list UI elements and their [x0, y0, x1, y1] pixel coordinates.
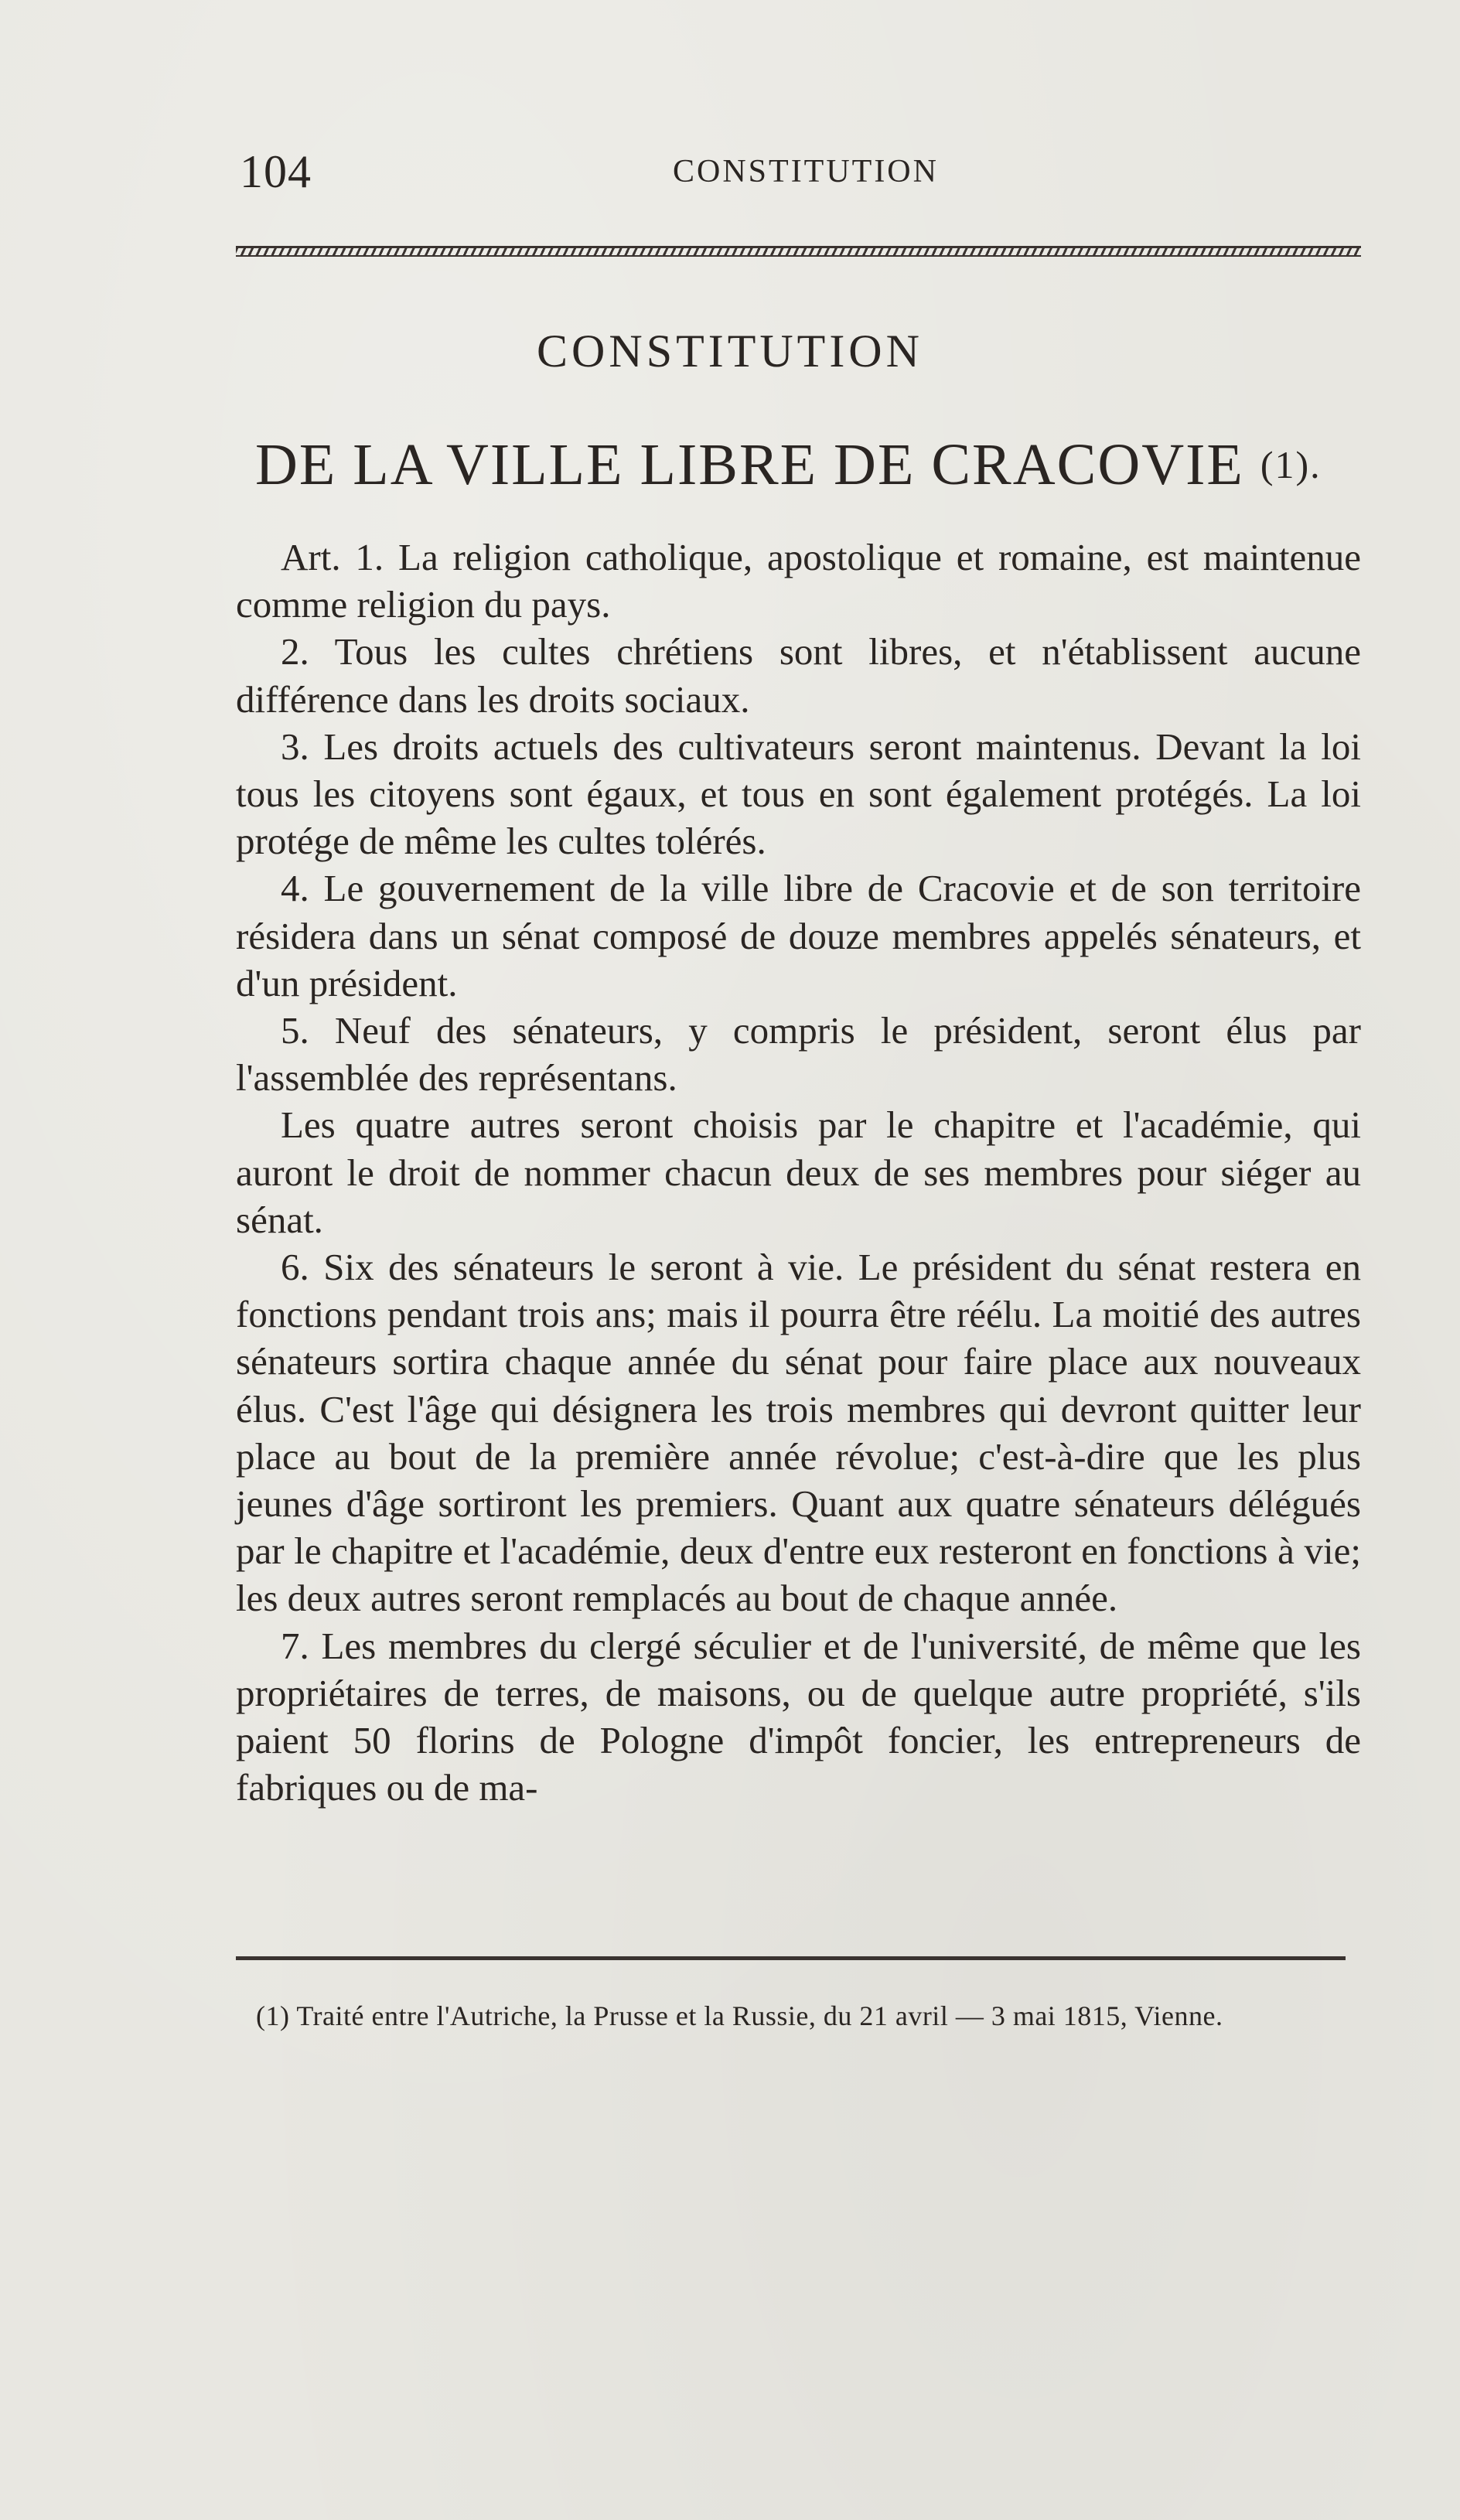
- chapter-subtitle-text: DE LA VILLE LIBRE DE CRACOVIE: [255, 432, 1244, 497]
- footnote-divider: [236, 1956, 1346, 1960]
- article-5-continued: Les quatre autres seront choisis par le chapitre et l'académie, qui auront le droit de nommer chacun deux de ses membres pour siéger au sénat.: [236, 1103, 1361, 1241]
- chapter-title: CONSTITUTION: [537, 326, 923, 377]
- article-3: 3. Les droits actuels des cultivateurs seront maintenus. Devant la loi tous les citoyens sont égaux, et tous en sont également protégés. La loi protége de même les cultes tolérés.: [236, 725, 1361, 863]
- article-2: 2. Tous les cultes chrétiens sont libres, et n'établissent aucune différence dans les droits sociaux.: [236, 630, 1361, 721]
- running-title: CONSTITUTION: [673, 154, 939, 189]
- footnote-reference: (1).: [1260, 443, 1322, 486]
- article-1: Art. 1. La religion catholique, apostolique et romaine, est maintenue comme religion du pays.: [236, 536, 1361, 626]
- body-text: [236, 534, 1361, 1811]
- chapter-subtitle: [255, 431, 1338, 499]
- page-number: 104: [240, 146, 312, 197]
- article-4: 4. Le gouvernement de la ville libre de Cracovie et de son territoire résidera dans un sénat composé de douze membres appelés sénateurs, et d'un président.: [236, 867, 1361, 1004]
- article-5: 5. Neuf des sénateurs, y compris le président, seront élus par l'assemblée des représentans.: [236, 1009, 1361, 1100]
- running-head: [240, 145, 1353, 199]
- article-6: 6. Six des sénateurs le seront à vie. Le président du sénat restera en fonctions pendant trois ans; mais il pourra être réélu. La moitié des autres sénateurs sortira chaque année du sénat pour faire place aux nouveaux élus. C'est l'âge qui désignera les trois membres qui devront quitter leur place au bout de la première année révolue; c'est-à-dire que les plus jeunes d'âge sortiront les premiers. Quant aux quatre sénateurs délégués par le chapitre et l'académie, deux d'entre eux resteront en fonctions à vie; les deux autres seront remplacés au bout de chaque année.: [236, 1246, 1361, 1620]
- ornamental-rule: [236, 246, 1361, 257]
- article-7: 7. Les membres du clergé séculier et de l'université, de même que les propriétaires de terres, de maisons, ou de quelque autre propriété, s'ils paient 50 florins de Pologne d'impôt foncier, les entrepreneurs de fabriques ou de ma-: [236, 1624, 1361, 1809]
- footnote: (1) Traité entre l'Autriche, la Prusse et la Russie, du 21 avril — 3 mai 1815, Vienne.: [256, 2000, 1223, 2031]
